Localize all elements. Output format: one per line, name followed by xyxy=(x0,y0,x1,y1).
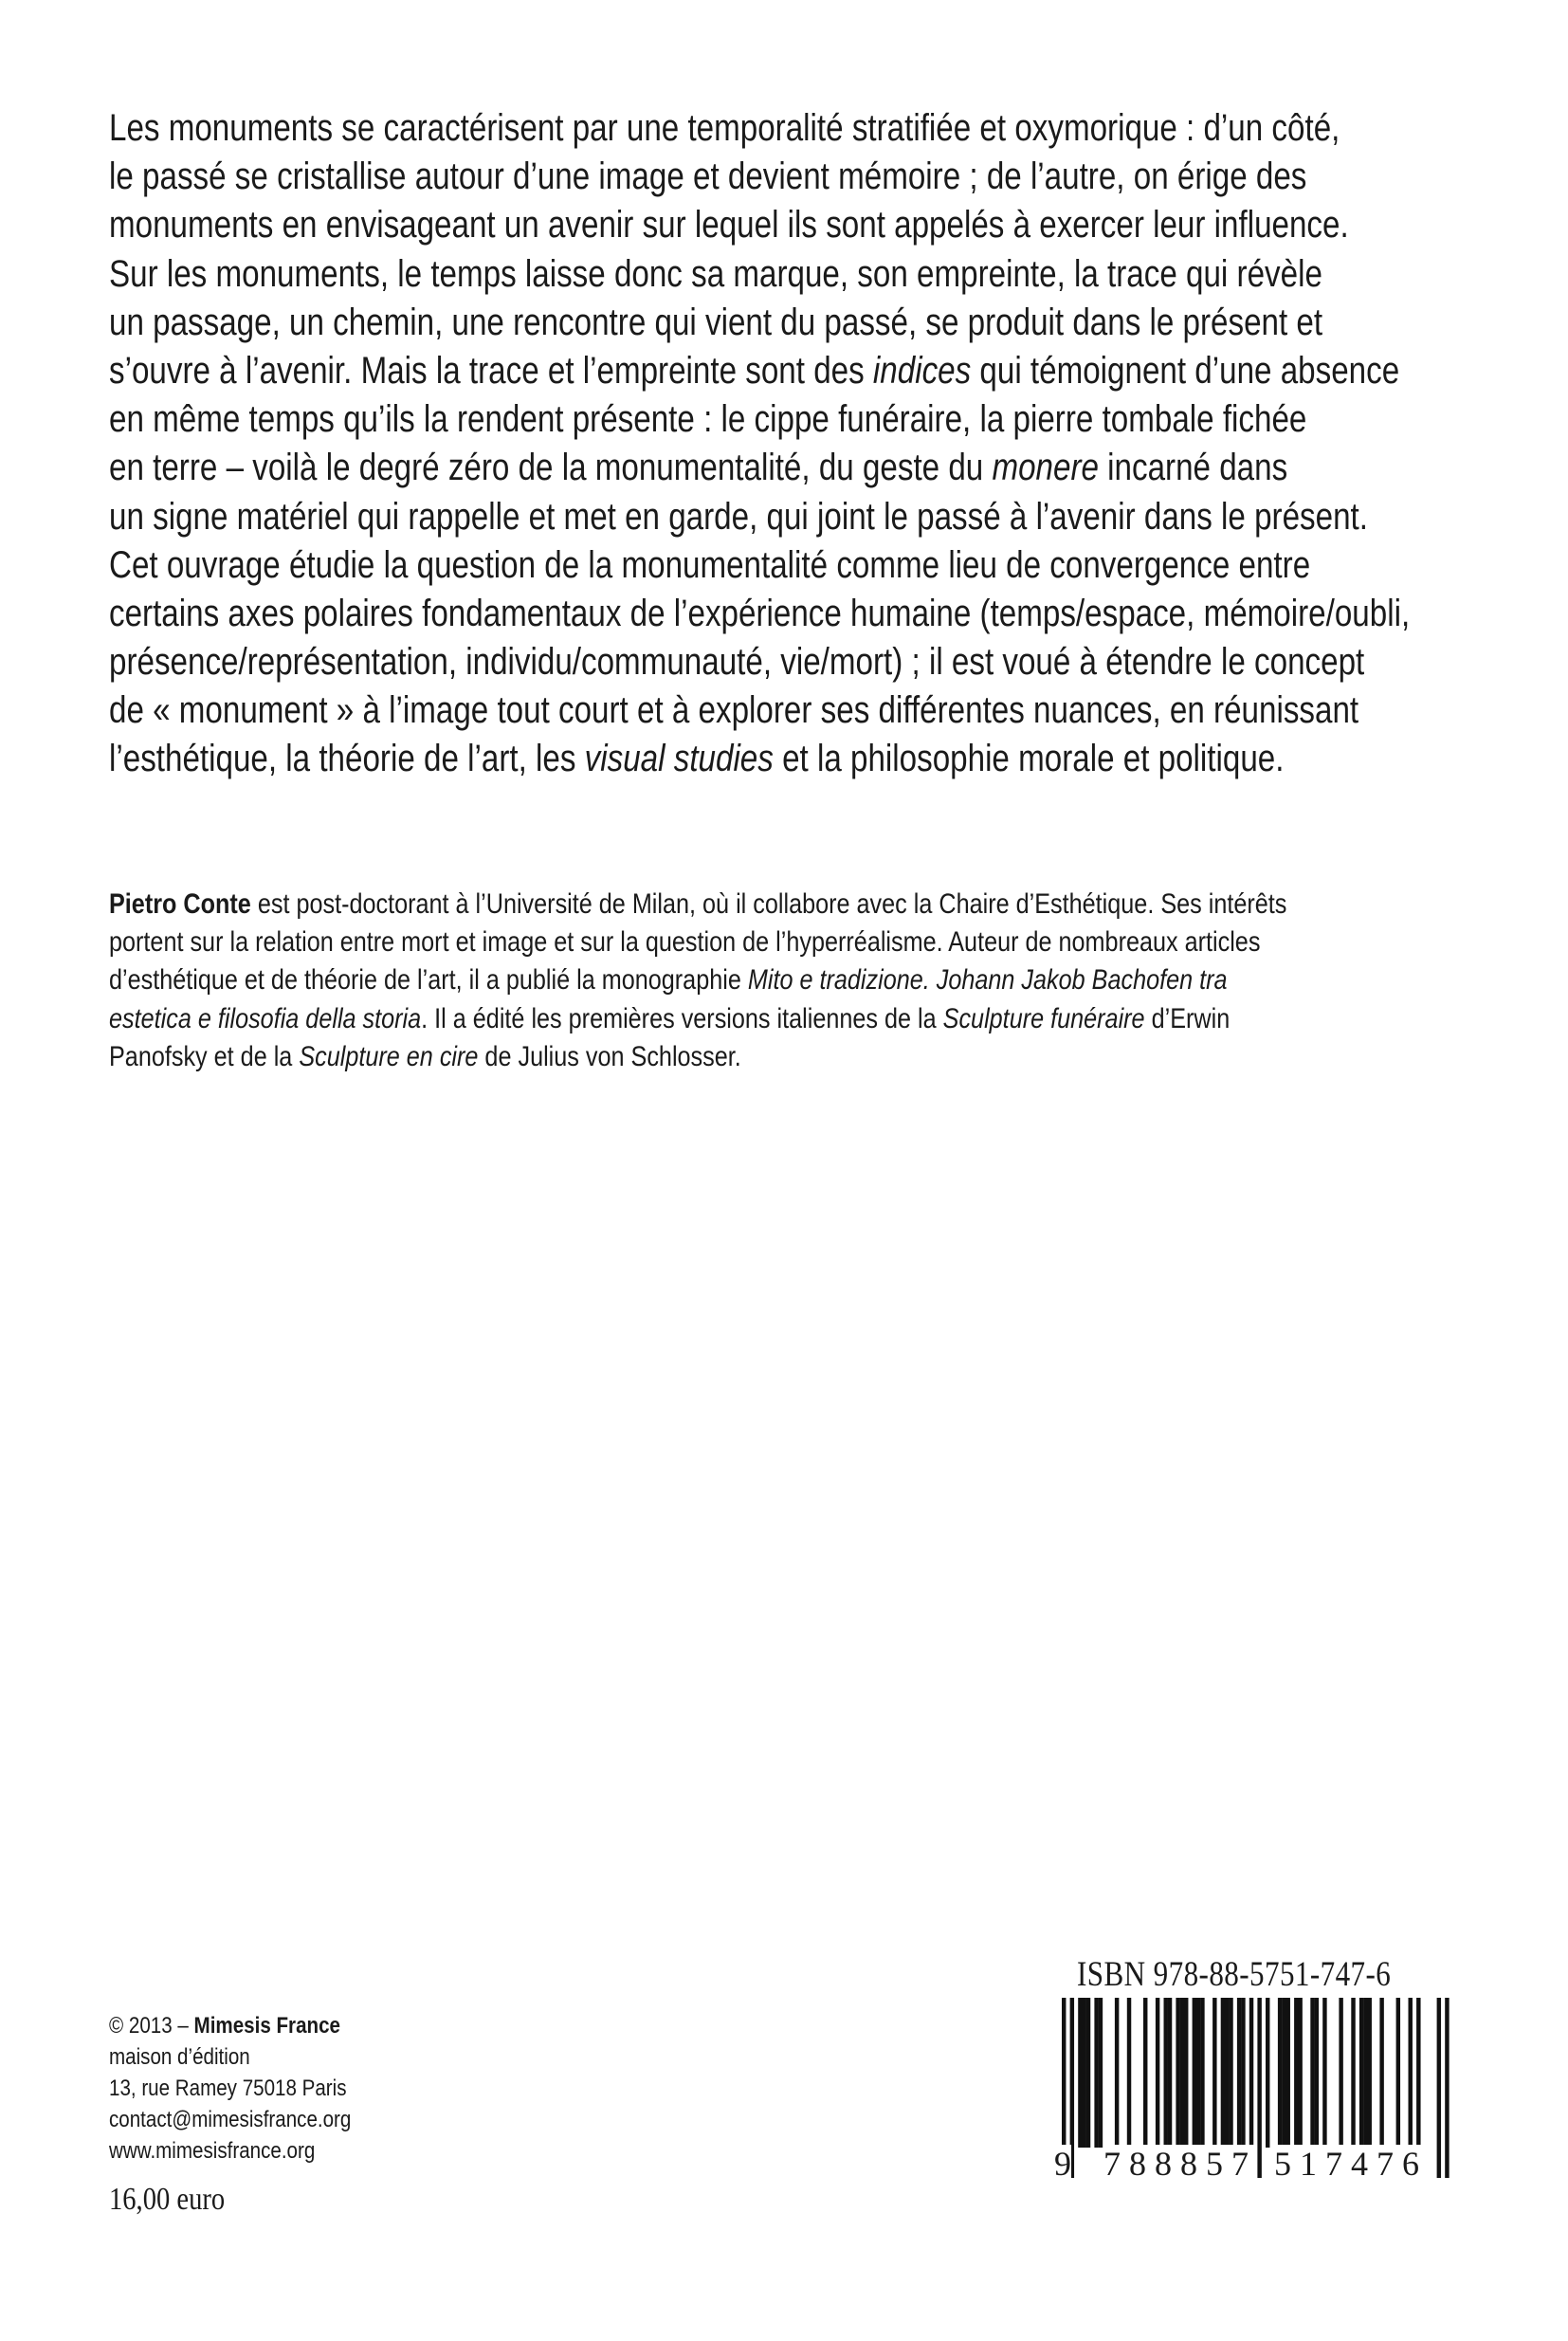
bio-line xyxy=(109,1038,1439,1076)
summary-line: présence/représentation, individu/communauté, vie/mort) ; il est voué à étendre le concept xyxy=(109,641,1365,684)
bio-text: d’esthétique et de théorie de l’art, il a publié la monographie xyxy=(109,964,748,997)
summary-line: de « monument » à l’image tout court et à explorer ses différentes nuances, en réunissant xyxy=(109,689,1359,732)
barcode-digits xyxy=(1054,2143,1428,2185)
barcode-bar xyxy=(1322,1998,1326,2148)
barcode-bar xyxy=(1396,1998,1400,2148)
bio-line xyxy=(109,961,1439,999)
barcode-bar xyxy=(1078,1998,1082,2148)
barcode-bar xyxy=(1368,1998,1372,2148)
summary-text: qui témoignent d’une absence xyxy=(971,349,1400,392)
summary-text: en terre – voilà le degré zéro de la monumentalité, du geste du xyxy=(109,447,993,489)
book-summary xyxy=(109,104,1411,784)
book-title-italic: estetica e filosofia della storia xyxy=(109,1002,422,1034)
summary-italic-term: visual studies xyxy=(584,738,774,780)
summary-line: Les monuments se caractérisent par une temporalité stratifiée et oxymorique : d’un côté, xyxy=(109,107,1340,149)
barcode-bar xyxy=(1379,1998,1383,2148)
barcode-bar xyxy=(1086,1998,1090,2148)
barcode-bar xyxy=(1083,1998,1086,2148)
summary-line: Sur les monuments, le temps laisse donc sa marque, son empreinte, la trace qui révèle xyxy=(109,252,1322,295)
barcode-bar xyxy=(1437,1998,1441,2178)
barcode-bar xyxy=(1221,1998,1225,2148)
summary-italic-term: monere xyxy=(992,447,1099,489)
bio-line xyxy=(109,1000,1439,1038)
summary-text: s’ouvre à l’avenir. Mais la trace et l’empreinte sont des xyxy=(109,349,873,392)
bio-text: de Julius von Schlosser. xyxy=(478,1040,741,1072)
barcode-bar xyxy=(1180,1998,1184,2148)
copyright-text: © 2013 – xyxy=(109,2013,194,2039)
barcode-bar xyxy=(1237,1998,1241,2148)
barcode-bar xyxy=(1156,1998,1159,2148)
barcode-bar xyxy=(1266,1998,1269,2148)
publisher-email: contact@mimesisfrance.org xyxy=(109,2107,352,2132)
barcode-bar xyxy=(1176,1998,1179,2148)
barcode-bar xyxy=(1286,1998,1290,2148)
barcode-bar xyxy=(1229,1998,1232,2148)
publisher-name: Mimesis France xyxy=(193,2013,340,2039)
barcode-bar xyxy=(1115,1998,1119,2148)
copyright-line xyxy=(109,2010,507,2041)
barcode-bar xyxy=(1196,1998,1200,2148)
barcode-bar xyxy=(1351,1998,1355,2148)
publisher-address: 13, rue Ramey 75018 Paris xyxy=(109,2076,347,2101)
isbn-label: ISBN 978-88-5751-747-6 xyxy=(1077,1955,1392,1994)
publisher-info xyxy=(109,2010,507,2167)
barcode-bar xyxy=(1310,1998,1314,2148)
bio-text: . Il a édité les premières versions italiennes de la xyxy=(421,1002,943,1034)
barcode-bar xyxy=(1094,1998,1098,2148)
barcode-bar xyxy=(1416,1998,1420,2148)
barcode-bar xyxy=(1193,1998,1196,2148)
barcode-bar xyxy=(1241,1998,1245,2148)
barcode-bar xyxy=(1445,1998,1449,2178)
barcode-bar xyxy=(1294,1998,1298,2148)
barcode-bar xyxy=(1278,1998,1282,2148)
summary-italic-term: indices xyxy=(872,349,972,392)
bio-text: est post-doctorant à l’Université de Milan, où il collabore avec la Chaire d’Esthétique. Ses intérêts xyxy=(250,888,1287,920)
barcode-bar xyxy=(1363,1998,1367,2148)
barcode-bar xyxy=(1164,1998,1168,2148)
barcode-bar xyxy=(1298,1998,1302,2148)
summary-line: Cet ouvrage étudie la question de la monumentalité comme lieu de convergence entre xyxy=(109,543,1311,586)
barcode-bar xyxy=(1359,1998,1363,2148)
summary-text: l’esthétique, la théorie de l’art, les xyxy=(109,738,585,780)
barcode-bar xyxy=(1184,1998,1188,2148)
summary-text: et la philosophie morale et politique. xyxy=(773,738,1285,780)
summary-line: monuments en envisageant un avenir sur lequel ils sont appelés à exercer leur influence. xyxy=(109,204,1349,247)
bio-text: d’Erwin xyxy=(1144,1002,1231,1034)
author-bio xyxy=(109,886,1439,1076)
summary-line: certains axes polaires fondamentaux de l’expérience humaine (temps/espace, mémoire/oubli, xyxy=(109,592,1411,634)
publisher-website: www.mimesisfrance.org xyxy=(109,2138,316,2164)
bio-line: portent sur la relation entre mort et image et sur la question de l’hyperréalisme. Auteur de nombreaux articles xyxy=(109,926,1261,959)
summary-line xyxy=(109,347,1400,395)
barcode-bar xyxy=(1225,1998,1229,2148)
summary-line: un signe matériel qui rappelle et met en garde, qui joint le passé à l’avenir dans le présent. xyxy=(109,495,1369,538)
barcode-bar xyxy=(1315,1998,1319,2148)
book-title-italic: Sculpture en cire xyxy=(299,1040,479,1072)
book-title-italic: Mito e tradizione. Johann Jakob Bachofen tra xyxy=(747,964,1228,997)
summary-line xyxy=(109,444,1359,492)
author-name: Pietro Conte xyxy=(109,888,251,920)
barcode-right-group: 517476 xyxy=(1274,2145,1428,2183)
barcode-bar xyxy=(1212,1998,1216,2148)
summary-line: en même temps qu’ils la rendent présente : le cippe funéraire, la pierre tombale fichée xyxy=(109,398,1307,441)
price: 16,00 euro xyxy=(109,2182,226,2217)
barcode-left-group: 788857 xyxy=(1103,2145,1257,2183)
bio-text: Panofsky et de la xyxy=(109,1040,300,1072)
barcode-bar xyxy=(1099,1998,1103,2148)
barcode-bar xyxy=(1409,1998,1413,2148)
barcode-first-digit: 9 xyxy=(1054,2145,1071,2183)
barcode-bar xyxy=(1200,1998,1204,2148)
book-title-italic: Sculpture funéraire xyxy=(942,1002,1145,1034)
summary-line: un passage, un chemin, une rencontre qui vient du passé, se produit dans le présent et xyxy=(109,301,1323,343)
publisher-type: maison d’édition xyxy=(109,2044,250,2070)
summary-text: incarné dans xyxy=(1098,447,1288,489)
barcode-bar xyxy=(1127,1998,1131,2148)
summary-line: le passé se cristallise autour d’une image et devient mémoire ; de l’autre, on érige des xyxy=(109,155,1307,198)
barcode-bar xyxy=(1168,1998,1172,2148)
barcode-bar xyxy=(1339,1998,1342,2148)
summary-line xyxy=(109,735,1359,783)
bio-line xyxy=(109,886,1439,924)
barcode-bar xyxy=(1282,1998,1285,2148)
barcode-bar xyxy=(1143,1998,1147,2148)
